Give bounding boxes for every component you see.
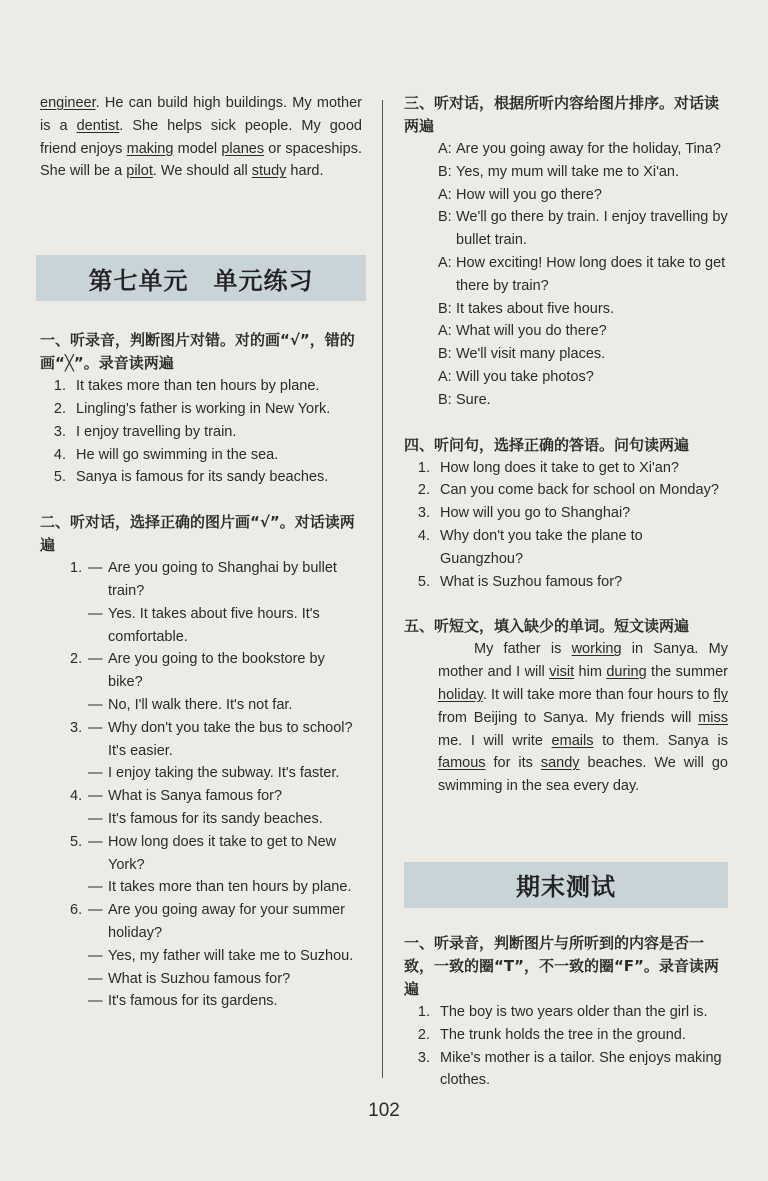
item-number: 1.	[417, 1003, 430, 1020]
line-text: What will you do there?	[456, 323, 607, 340]
item-list	[40, 375, 362, 489]
speaker: B:	[438, 346, 452, 363]
list-item	[404, 479, 728, 502]
text: in Sanya. My mother and I will	[438, 641, 728, 681]
answer-word: making	[126, 140, 174, 157]
question-line	[40, 648, 362, 694]
answer-line	[40, 603, 362, 649]
dash: —	[88, 993, 103, 1010]
text: . We should all	[152, 163, 252, 180]
question-line	[40, 899, 362, 945]
answer-word: dentist	[76, 117, 120, 134]
line-text: It takes about five hours.	[456, 300, 614, 317]
answer-word: sandy	[540, 755, 580, 772]
section-heading: 五、听短文，填入缺少的单词。短文读两遍	[404, 617, 690, 636]
answer-word: working	[571, 641, 622, 658]
list-item	[404, 1024, 728, 1047]
answer-text: Yes, my father will take me to Suzhou.	[108, 947, 354, 964]
right-column	[404, 92, 728, 1092]
speaker: B:	[438, 209, 452, 226]
item-text: How long does it take to get to Xi'an?	[440, 459, 679, 476]
section-5	[404, 615, 728, 798]
item-text: The trunk holds the tree in the ground.	[440, 1026, 686, 1043]
answer-word: holiday	[438, 686, 483, 703]
question-text: Are you going to Shanghai by bullet train?	[108, 560, 337, 599]
dash: —	[88, 560, 103, 577]
section-2	[40, 511, 362, 1013]
dialogue-line	[404, 366, 728, 389]
question-text: How long does it take to get to New York?	[108, 833, 337, 873]
text: me. I will write	[438, 732, 552, 749]
section-heading: 三、听对话，根据所听内容给图片排序。对话读两遍	[404, 94, 720, 135]
text: to them. Sanya is	[593, 732, 728, 749]
dialogue-line	[404, 343, 728, 366]
text: for its	[485, 755, 541, 772]
item-number: 1.	[417, 459, 430, 476]
line-text: Sure.	[456, 391, 491, 408]
dash: —	[88, 605, 103, 622]
speaker: A:	[438, 323, 452, 340]
answer-text: What is Suzhou famous for?	[108, 970, 291, 987]
section-heading: 一、听录音，判断图片对错。对的画“√”，错的画“╳”。录音读两遍	[40, 331, 355, 373]
question-line	[40, 831, 362, 877]
dash: —	[88, 765, 103, 782]
speaker: A:	[438, 368, 452, 385]
question-text: What is Sanya famous for?	[108, 788, 283, 805]
line-text: Are you going away for the holiday, Tina?	[456, 141, 721, 157]
unit-banner: 第七单元 单元练习	[36, 255, 366, 301]
list-item	[404, 525, 728, 571]
dash: —	[88, 696, 103, 713]
answer-text: Yes. It takes about five hours. It's comfortable.	[108, 605, 320, 645]
text: . She helps sick people. My good friend enjoys	[40, 117, 362, 157]
dialogue-line	[404, 320, 728, 343]
item-number: 2.	[417, 1026, 430, 1043]
text: model	[173, 140, 222, 157]
line-text: We'll go there by train. I enjoy travelling by bullet train.	[456, 209, 728, 249]
item-text: Lingling's father is working in New York.	[76, 400, 331, 417]
list-item	[404, 571, 728, 594]
speaker: A:	[438, 254, 452, 271]
section-3	[404, 92, 728, 412]
line-text: We'll visit many places.	[456, 346, 606, 363]
list-item	[40, 375, 362, 398]
answer-text: It takes more than ten hours by plane.	[108, 879, 352, 896]
dash: —	[88, 970, 103, 987]
dash: —	[88, 879, 103, 896]
list-item	[40, 466, 362, 489]
answer-text: I enjoy taking the subway. It's faster.	[108, 765, 340, 782]
answer-line	[40, 990, 362, 1013]
item-number: 1.	[70, 560, 83, 577]
question-line	[40, 557, 362, 603]
speaker: A:	[438, 141, 452, 157]
dialogue-list	[404, 138, 728, 412]
item-number: 5.	[417, 573, 430, 590]
answer-word: during	[606, 664, 647, 681]
answer-word: pilot	[126, 163, 153, 180]
answer-line	[40, 876, 362, 899]
item-text: Mike's mother is a tailor. She enjoys making clothes.	[440, 1049, 722, 1089]
dash: —	[88, 810, 103, 827]
item-number: 1.	[53, 378, 66, 395]
column-divider	[382, 100, 383, 1078]
answer-line	[40, 694, 362, 717]
dash: —	[88, 902, 103, 919]
item-number: 2.	[70, 651, 83, 668]
item-text: What is Suzhou famous for?	[440, 573, 623, 590]
line-text: How will you go there?	[456, 186, 602, 203]
dialogue-line	[404, 184, 728, 207]
item-list	[404, 457, 728, 594]
page-number: 102	[368, 1100, 400, 1121]
section-1	[40, 329, 362, 489]
dash: —	[88, 719, 103, 736]
dialogue-line	[404, 206, 728, 252]
item-text: Why don't you take the plane to Guangzhou?	[440, 527, 643, 567]
item-text: It takes more than ten hours by plane.	[76, 378, 320, 395]
answer-word: planes	[221, 140, 265, 157]
left-column	[40, 92, 362, 1013]
text: or spaceships. She will be a	[40, 140, 362, 180]
answer-line	[40, 968, 362, 991]
speaker: B:	[438, 300, 452, 317]
question-line	[40, 785, 362, 808]
item-number: 3.	[70, 719, 83, 736]
section-4	[404, 434, 728, 594]
question-line	[40, 717, 362, 763]
item-text: How will you go to Shanghai?	[440, 505, 631, 522]
item-text: Sanya is famous for its sandy beaches.	[76, 469, 329, 486]
text: the summer	[646, 664, 728, 681]
answer-word: emails	[551, 732, 594, 749]
speaker: B:	[438, 391, 452, 408]
section-heading: 二、听对话，选择正确的图片画“√”。对话读两遍	[40, 513, 355, 555]
dash: —	[88, 788, 103, 805]
speaker: B:	[438, 163, 452, 180]
answer-line	[40, 808, 362, 831]
intro-paragraph	[40, 92, 362, 183]
item-number: 3.	[53, 423, 66, 440]
item-list	[404, 1001, 728, 1092]
dialogue-line	[404, 298, 728, 321]
item-number: 3.	[417, 505, 430, 522]
section-heading: 一、听录音，判断图片与所听到的内容是否一致，一致的圈“T”，不一致的圈“F”。录音读两遍	[404, 933, 719, 998]
answer-word: famous	[438, 755, 486, 772]
dash: —	[88, 947, 103, 964]
text: him	[574, 664, 607, 681]
text: from Beijing to Sanya. My friends will	[438, 709, 699, 726]
section-6	[404, 932, 728, 1092]
question-text: Why don't you take the bus to school? It's easier.	[108, 719, 353, 759]
answer-word: fly	[713, 686, 728, 703]
answer-text: It's famous for its sandy beaches.	[108, 810, 323, 827]
line-text: How exciting! How long does it take to get there by train?	[456, 254, 726, 294]
text: hard.	[286, 163, 324, 180]
question-text: Are you going to the bookstore by bike?	[108, 651, 325, 691]
text: My father is	[474, 641, 572, 658]
answer-word: miss	[698, 709, 728, 726]
dialogue-line	[404, 161, 728, 184]
text: . He can build high buildings. My mother is a	[40, 95, 362, 134]
item-number: 6.	[70, 902, 83, 919]
line-text: Yes, my mum will take me to Xi'an.	[456, 163, 680, 180]
list-item	[40, 444, 362, 467]
line-text: Will you take photos?	[456, 368, 594, 385]
answer-line	[40, 762, 362, 785]
dialogue-line	[404, 252, 728, 298]
dialogue-line	[404, 389, 728, 412]
dash: —	[88, 651, 103, 668]
answer-word: engineer	[40, 95, 96, 111]
question-text: Are you going away for your summer holiday?	[108, 902, 345, 941]
dialogue-line	[404, 138, 728, 161]
list-item	[40, 398, 362, 421]
answer-text: No, I'll walk there. It's not far.	[108, 696, 293, 713]
text: . It will take more than four hours to	[482, 686, 714, 703]
answer-text: It's famous for its gardens.	[108, 993, 278, 1010]
item-text: I enjoy travelling by train.	[76, 423, 237, 440]
list-item	[40, 421, 362, 444]
dash: —	[88, 833, 103, 850]
item-number: 5.	[53, 469, 66, 486]
item-number: 5.	[70, 833, 83, 850]
item-number: 4.	[70, 788, 83, 805]
answer-line	[40, 945, 362, 968]
list-item	[404, 1047, 728, 1093]
list-item	[404, 1001, 728, 1024]
speaker: A:	[438, 186, 452, 203]
section-heading: 四、听问句，选择正确的答语。问句读两遍	[404, 435, 690, 454]
list-item	[404, 502, 728, 525]
item-number: 4.	[53, 446, 66, 463]
item-number: 2.	[417, 482, 430, 499]
item-number: 3.	[417, 1049, 430, 1066]
final-test-banner: 期末测试	[404, 862, 728, 908]
answer-word: visit	[549, 664, 575, 681]
list-item	[404, 457, 728, 480]
item-text: He will go swimming in the sea.	[76, 446, 279, 463]
item-text: Can you come back for school on Monday?	[440, 482, 719, 499]
item-text: The boy is two years older than the girl is.	[440, 1003, 708, 1020]
item-number: 4.	[417, 527, 430, 544]
passage	[404, 638, 728, 798]
answer-word: study	[251, 163, 287, 180]
text: beaches. We will go swimming in the sea every day.	[438, 755, 728, 795]
dialogue-list	[40, 557, 362, 1013]
item-number: 2.	[53, 400, 66, 417]
